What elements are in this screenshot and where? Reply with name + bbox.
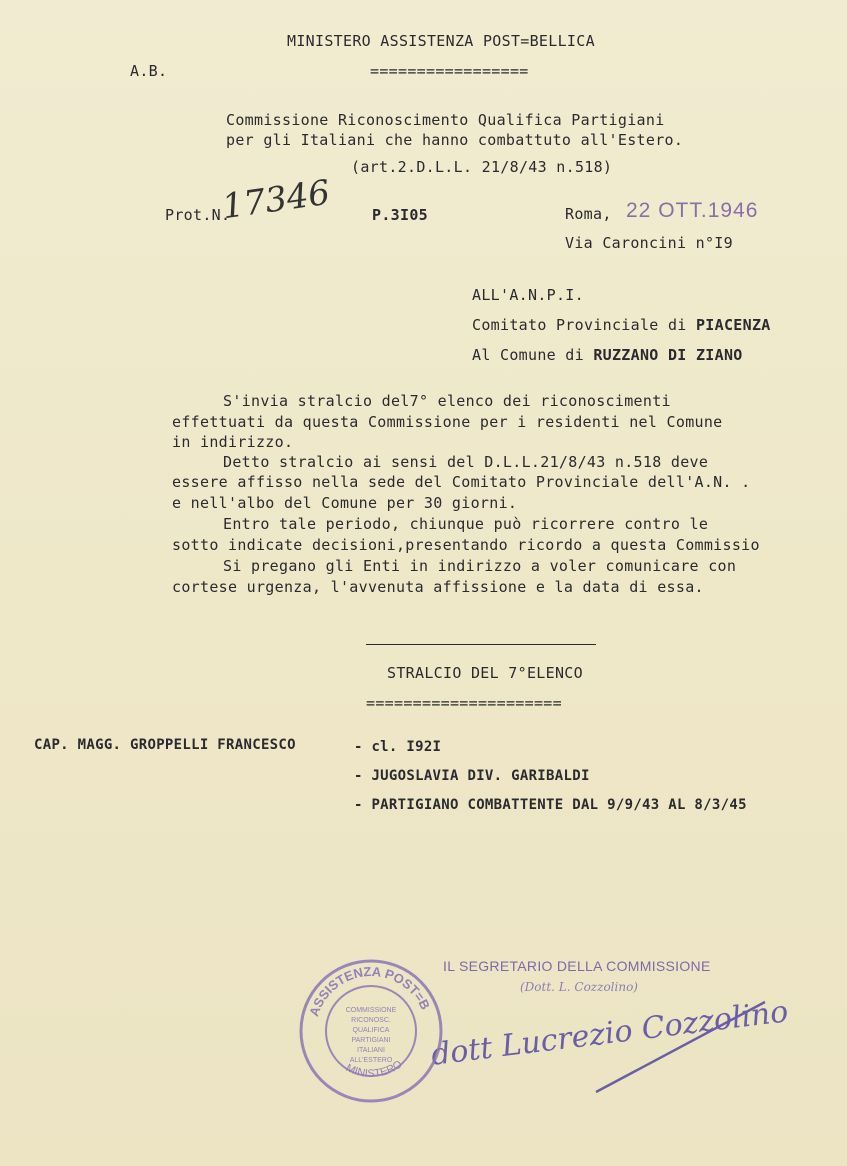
- city: Roma,: [565, 205, 612, 223]
- entry-name: CAP. MAGG. GROPPELLI FRANCESCO: [34, 737, 296, 753]
- header-underline: =================: [370, 62, 529, 80]
- extract-underline: =====================: [366, 694, 562, 712]
- entry-class-year: - cl. I92I: [354, 739, 442, 755]
- svg-text:ALL'ESTERO: ALL'ESTERO: [349, 1057, 393, 1064]
- recipient-line-1: ALL'A.N.P.I.: [472, 286, 584, 304]
- handwritten-signature: dott Lucrezio Cozzolino: [429, 994, 791, 1073]
- date-stamp: 22 OTT.1946: [626, 199, 759, 222]
- body-p1-line-1: S'invia stralcio del7° elenco dei riconoscimenti: [223, 392, 671, 410]
- body-p3-line-1: Entro tale periodo, chiunque può ricorrere contro le: [223, 515, 709, 533]
- body-p4-line-1: Si pregano gli Enti in indirizzo a voler comunicare con: [223, 557, 737, 575]
- seal-bottom-text: MINISTERO: [344, 1058, 405, 1080]
- recipient-line-2-prefix: Comitato Provinciale di: [472, 316, 696, 334]
- body-p4-line-2: cortese urgenza, l'avvenuta affissione e la data di essa.: [172, 578, 704, 596]
- extract-title: STRALCIO DEL 7°ELENCO: [387, 664, 583, 682]
- prot-number-handwritten: 17346: [219, 172, 333, 228]
- svg-text:QUALIFICA: QUALIFICA: [352, 1027, 390, 1034]
- recipient-line-3: [472, 346, 743, 364]
- seal-top-text: ASSISTENZA POST=B: [306, 963, 434, 1019]
- recipient-line-3-prefix: Al Comune di: [472, 346, 594, 364]
- recipient-province: PIACENZA: [695, 316, 771, 334]
- initials: A.B.: [130, 62, 168, 80]
- svg-text:COMMISSIONE: COMMISSIONE: [345, 1007, 397, 1014]
- commission-line-2: per gli Italiani che hanno combattuto all'Estero.: [226, 131, 684, 149]
- body-p2-line-3: e nell'albo del Comune per 30 giorni.: [172, 494, 518, 512]
- svg-text:RICONOSC.: RICONOSC.: [351, 1017, 391, 1024]
- entry-unit: - JUGOSLAVIA DIV. GARIBALDI: [354, 768, 590, 784]
- prot-label: Prot.N.: [165, 206, 231, 224]
- recipient-line-2: [472, 316, 771, 334]
- signature-name: (Dott. L. Cozzolino): [520, 980, 638, 994]
- body-p1-line-3: in indirizzo.: [172, 433, 294, 451]
- body-p2-line-1: Detto stralcio ai sensi del D.L.L.21/8/43 n.518 deve: [223, 453, 709, 471]
- commission-line-1: Commissione Riconoscimento Qualifica Partigiani: [226, 111, 665, 129]
- body-p3-line-2: sotto indicate decisioni,presentando ricordo a questa Commissio: [172, 536, 760, 554]
- body-p2-line-2: essere affisso nella sede del Comitato Provinciale dell'A.N. .: [172, 473, 751, 491]
- svg-text:ITALIANI: ITALIANI: [357, 1047, 385, 1054]
- official-seal-stamp: [296, 956, 446, 1106]
- entry-status: - PARTIGIANO COMBATTENTE DAL 9/9/43 AL 8/3/45: [354, 797, 747, 813]
- p-code: P.3I05: [372, 206, 428, 224]
- body-p1-line-2: effettuati da questa Commissione per i residenti nel Comune: [172, 413, 723, 431]
- law-reference: (art.2.D.L.L. 21/8/43 n.518): [351, 158, 613, 176]
- ministry-title: MINISTERO ASSISTENZA POST=BELLICA: [287, 32, 595, 50]
- svg-text:PARTIGIANI: PARTIGIANI: [351, 1037, 391, 1044]
- signature-title: IL SEGRETARIO DELLA COMMISSIONE: [443, 958, 711, 974]
- address: Via Caroncini n°I9: [565, 234, 733, 252]
- recipient-comune: RUZZANO DI ZIANO: [593, 346, 743, 364]
- section-divider: [366, 644, 596, 645]
